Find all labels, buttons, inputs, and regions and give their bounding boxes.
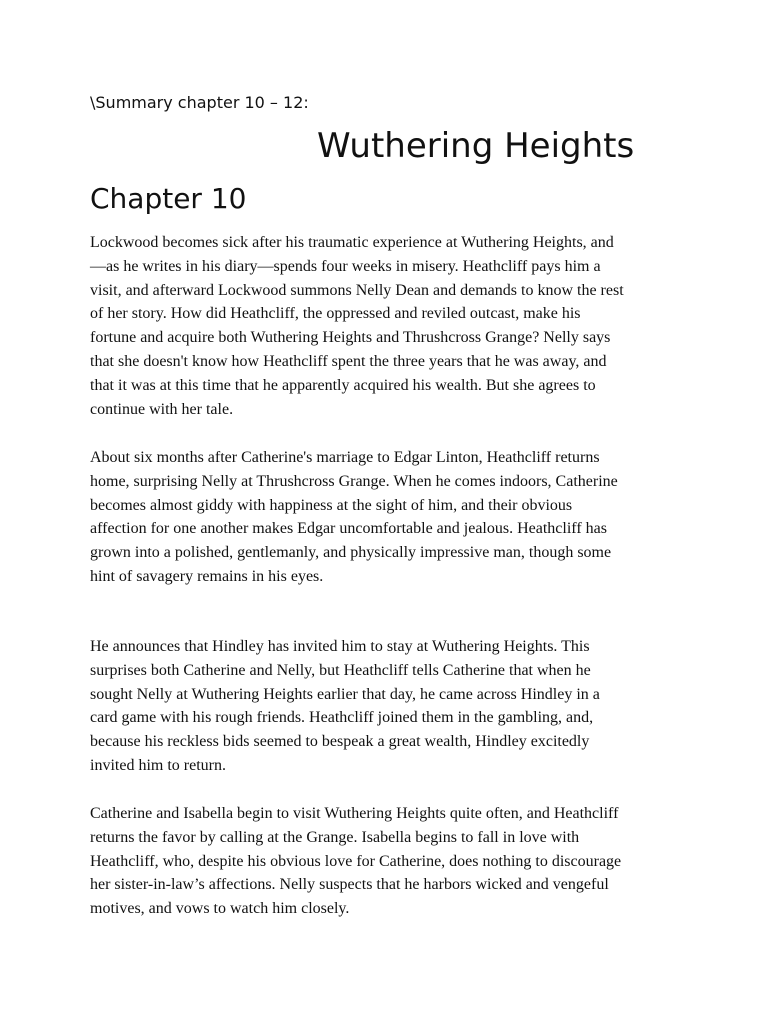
chapter-heading: Chapter 10 <box>90 182 247 215</box>
paragraph-1 <box>90 231 690 421</box>
text-line: Heathcliff, who, despite his obvious love for Catherine, does nothing to discourage <box>90 852 622 870</box>
text-line: hint of savagery remains in his eyes. <box>90 567 324 585</box>
text-line: becomes almost giddy with happiness at the sight of him, and their obvious <box>90 496 573 514</box>
paragraph-3 <box>90 635 690 778</box>
text-line: He announces that Hindley has invited him to stay at Wuthering Heights. This <box>90 638 590 655</box>
text-line: her sister-in-law’s affections. Nelly suspects that he harbors wicked and vengeful <box>90 876 609 894</box>
text-line: —as he writes in his diary—spends four weeks in misery. Heathcliff pays him a <box>90 257 601 275</box>
text-line: sought Nelly at Wuthering Heights earlier that day, he came across Hindley in a <box>90 685 600 703</box>
text-line: visit, and afterward Lockwood summons Nelly Dean and demands to know the rest <box>90 281 624 299</box>
paragraph-4 <box>90 802 690 921</box>
text-line: returns the favor by calling at the Grange. Isabella begins to fall in love with <box>90 828 580 846</box>
text-line: Lockwood becomes sick after his traumatic experience at Wuthering Heights, and <box>90 234 614 251</box>
text-line: that it was at this time that he apparently acquired his wealth. But she agrees to <box>90 376 596 394</box>
text-line: surprises both Catherine and Nelly, but Heathcliff tells Catherine that when he <box>90 661 591 679</box>
text-line: home, surprising Nelly at Thrushcross Grange. When he comes indoors, Catherine <box>90 472 618 490</box>
text-line: Catherine and Isabella begin to visit Wuthering Heights quite often, and Heathcliff <box>90 805 619 822</box>
text-line: continue with her tale. <box>90 400 234 418</box>
text-line: affection for one another makes Edgar uncomfortable and jealous. Heathcliff has <box>90 520 607 538</box>
text-line: that she doesn't know how Heathcliff spent the three years that he was away, and <box>90 352 607 370</box>
text-line: grown into a polished, gentlemanly, and physically impressive man, though some <box>90 544 612 562</box>
text-line: card game with his rough friends. Heathcliff joined them in the gambling, and, <box>90 709 594 727</box>
text-line: of her story. How did Heathcliff, the oppressed and reviled outcast, make his <box>90 305 581 323</box>
summary-line: \Summary chapter 10 – 12: <box>90 93 309 112</box>
paragraph-2 <box>90 446 690 589</box>
text-line: invited him to return. <box>90 756 226 774</box>
text-line: because his reckless bids seemed to bespeak a great wealth, Hindley excitedly <box>90 733 590 751</box>
text-line: About six months after Catherine's marriage to Edgar Linton, Heathcliff returns <box>90 449 600 466</box>
text-line: fortune and acquire both Wuthering Heights and Thrushcross Grange? Nelly says <box>90 329 611 347</box>
document-title: Wuthering Heights <box>317 126 635 166</box>
text-line: motives, and vows to watch him closely. <box>90 900 350 918</box>
